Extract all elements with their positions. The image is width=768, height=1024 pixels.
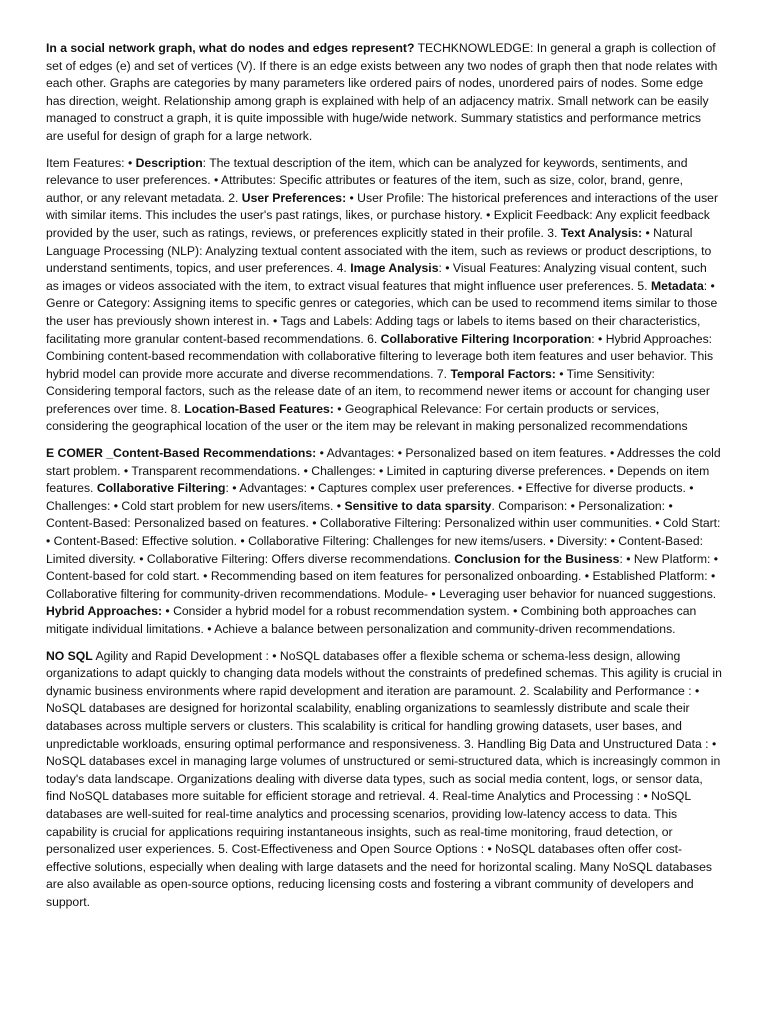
text-run: : • New Platform: • Content-based for cold start. • Recommending based on item features for personalized onboarding. • Established Platform: • Collaborative filtering for community-driven recommendations. Module- • Leveraging user behavior for nuanced suggestions. [46, 551, 719, 601]
text-run: • Consider a hybrid model for a robust recommendation system. • Combining both approaches can mitigate individual limitations. • Achieve a balance between personalization and community-driven recommendations. [46, 604, 697, 636]
bold-text-run: Hybrid Approaches: [46, 604, 163, 619]
paragraph-nosql [46, 648, 722, 912]
paragraph-ecommerce-recommendations [46, 445, 722, 639]
bold-text-run: Temporal Factors: [450, 366, 556, 381]
text-run: • User Profile: The historical preferences and interactions of the user with similar items. This includes the user's past ratings, likes, or purchase history. • Explicit Feedback: Any explicit feedback provided by the user, such as ratings, reviews, or preferences explicitly stated in their profile. 3. [46, 190, 719, 240]
text-run: Item Features: • [46, 155, 136, 170]
bold-text-run: Metadata [650, 278, 704, 293]
text-run: . Comparison: • Personalization: • Content-Based: Personalized based on features. • Collaborative Filtering: Personalized within user communities. • Cold Start: • Content-Based: Effective solution. • Collaborative Filtering: Challenges for new items/users. • Diversity: • Content-Based: Limited diversity. • Collaborative Filtering: Offers diverse recommendations. [46, 498, 721, 566]
paragraph-social-network-graph [46, 40, 722, 146]
bold-text-run: User Preferences: [241, 190, 347, 205]
text-run: TECHKNOWLEDGE: In general a graph is collection of set of edges (e) and set of vertices (V). If there is an edge exists between any two nodes of graph then that node relates with each other. Graphs are categories by many parameters like ordered pairs of nodes, unordered pairs of nodes. Some edge has direction, weight. Relationship among graph is explained with help of an adjacency matrix. Small network can be easily managed to construct a graph, it is quite impossible with huge/wide network. Summary statistics and performance metrics are useful for design of graph for a large network. [46, 41, 718, 143]
bold-text-run: In a social network graph, what do nodes and edges represent? [46, 41, 415, 55]
bold-text-run: Collaborative Filtering [96, 481, 226, 496]
bold-text-run: Description [135, 155, 203, 170]
text-run: : • Hybrid Approaches: Combining content-based recommendation with collaborative filtering to leverage both item features and user behavior. This hybrid model can provide more accurate and diverse recommendations. 7. [46, 331, 714, 381]
bold-text-run: Image Analysis [350, 261, 439, 276]
text-run: • Advantages: • Personalized based on item features. • Addresses the cold start problem. • Transparent recommendations. • Challenges: • Limited in capturing diverse preferences. • Depends on item features. [46, 446, 721, 496]
bold-text-run: Collaborative Filtering Incorporation [380, 331, 592, 346]
bold-text-run: Location-Based Features: [184, 401, 334, 416]
text-run: : • Genre or Category: Assigning items to specific genres or categories, which can be used to recommend items similar to those the user has previously shown interest in. • Tags and Labels: Adding tags or labels to items based on their characteristics, facilitating more granular content-based recommendations. 6. [46, 278, 718, 346]
text-run: : • Advantages: • Captures complex user preferences. • Effective for diverse products. • Challenges: • Cold start problem for new users/items. • [46, 481, 694, 513]
bold-text-run: Text Analysis: [560, 225, 643, 240]
text-run: • Natural Language Processing (NLP): Analyzing textual content associated with the item, such as reviews or product descriptions, to understand sentiments, topics, and user preferences. 4. [46, 225, 712, 276]
bold-text-run: Sensitive to data sparsity [344, 498, 492, 513]
bold-text-run: Conclusion for the Business [454, 551, 620, 566]
bold-text-run: E COMER _Content-Based Recommendations: [46, 446, 317, 461]
text-run: Agility and Rapid Development : • NoSQL databases offer a flexible schema or schema-less design, allowing organizations to adapt quickly to changing data models without the constraints of predefined schemas. This agility is crucial in dynamic business environments where rapid development and iteration are paramount. 2. Scalability and Performance : • NoSQL databases are designed for horizontal scalability, enabling organizations to seamlessly distribute and scale their databases across multiple servers or clusters. This scalability is critical for handling growing datasets, user bases, and unpredictable workloads, ensuring optimal performance and responsiveness. 3. Handling Big Data and Unstructured Data : • NoSQL databases excel in managing large volumes of unstructured or semi-structured data, which is increasingly common in today's data landscape. Organizations dealing with diverse data types, such as social media content, logs, or sensor data, find NoSQL databases more suitable for efficient storage and retrieval. 4. Real-time Analytics and Processing : • NoSQL databases are well-suited for real-time analytics and processing scenarios, providing low-latency access to data. This capability is crucial for applications requiring instantaneous insights, such as real-time monitoring, fraud detection, or personalized user experiences. 5. Cost-Effectiveness and Open Source Options : • NoSQL databases often offer cost-effective solutions, especially when dealing with large datasets and the need for horizontal scaling. Many NoSQL databases are also available as open-source options, reducing licensing costs and fostering a vibrant community of developers and support. [46, 648, 722, 909]
text-run: : • Visual Features: Analyzing visual content, such as images or videos associated with the item, to extract visual features that might influence user preferences. 5. [46, 261, 707, 293]
text-run: • Time Sensitivity: Considering temporal factors, such as the release date of an item, to recommend newer items or account for changing user preferences over time. 8. [46, 366, 710, 416]
text-run: : The textual description of the item, which can be analyzed for keywords, sentiments, and relevance to user preferences. • Attributes: Specific attributes or features of the item, such as size, color, brand, genre, author, or any relevant metadata. 2. [46, 155, 688, 205]
text-run: • Geographical Relevance: For certain products or services, considering the geographical location of the user or the item may be relevant in making personalized recommendations [46, 401, 688, 434]
bold-text-run: NO SQL [46, 648, 93, 663]
paragraph-item-features [46, 155, 722, 437]
